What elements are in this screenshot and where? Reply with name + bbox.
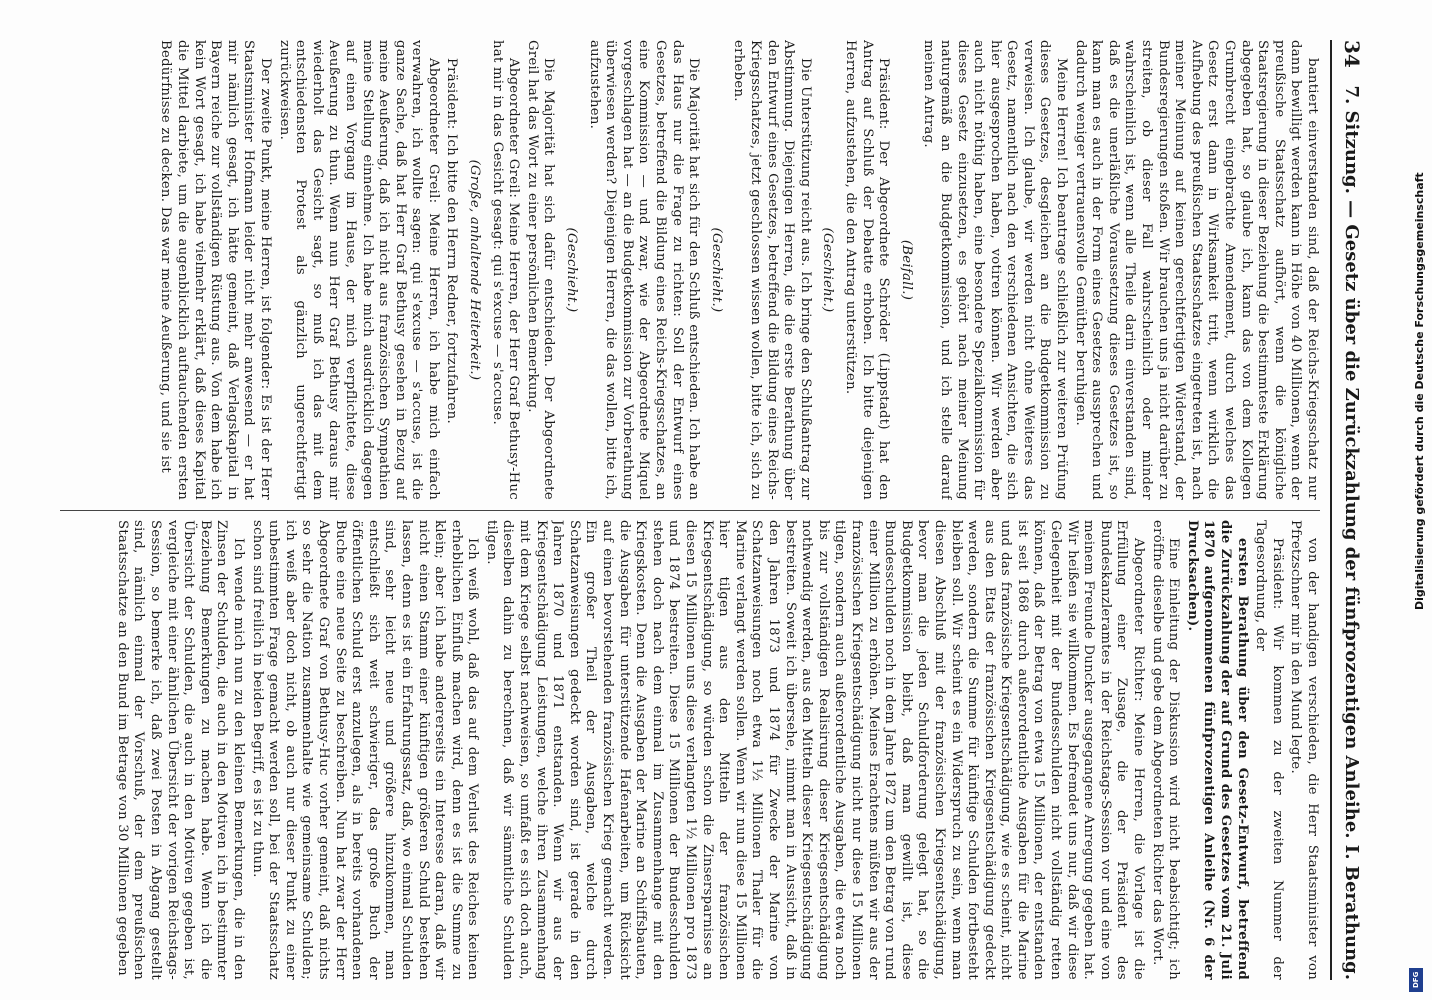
paragraph: Der zweite Punkt, meine Herren, ist folgender: Es ist der Herr Staatsminister Hofmann leider nicht mehr anwesend — er hat mir nämlich gesagt, ich hätte gemeint, daß Verlagskapital in Bayern reiche zur vollständigen Rüstung aus. Von dem habe ich kein Wort gesagt, ich habe vielmehr erklärt, daß dieses Kapital die Mittel darbiete, um die augenblicklich auftauchenden ersten Bedürfnisse zu decken. Das war meine Aeußerung, und sie ist: [158, 40, 273, 500]
paragraph: Eine Einleitung der Diskussion wird nicht beabsichtigt; ich eröffne dieselbe und gebe dem Abgeordneten Richter das Wort.: [1149, 520, 1182, 980]
page-header: [1330, 40, 1372, 980]
paragraph: Präsident: Der Abgeordnete Schröder (Lippstadt) hat den Antrag auf Schluß der Debatte erhoben. Ich bitte diejenigen Herren, aufzustehen, die den Antrag unterstützen.: [842, 40, 892, 500]
rotated-document: [42, 40, 1372, 980]
paragraph: Die Majorität hat sich für den Schluß entschieden. Ich habe an das Haus nur die Frage zu richten: Soll der Entwurf eines Gesetzes, betreffend die Bildung eines Reichs-Kriegsschatzes, an eine Kommission — und zwar, wie der Abgeordnete Miquel vorgeschlagen hat — an die Budgetkommission zur Vorberathung überwiesen werden? Diejenigen Herren, die das wollen, bitte ich, aufzustehen.: [586, 40, 702, 500]
paragraph: Ich weiß wohl, daß das auf dem Verlust des Reiches keinen erheblichen Einfluß machen wird, denn es ist die Summe zu klein; aber ich habe andererseits ein Interesse daran, daß wir nicht einen Stamm einer künftigen größeren Schuld bestehen lassen, denn es ist ein Erfahrungssatz, daß, wo einmal Schulden sind, sehr leicht neue und größere hinzukommen, man entschließt sich weit schwieriger, das große Buch der öffentlichen Schuld erst anzulegen, als in bereits vorhandenen Buche eine neue Seite zu beschreiben. Nun hat zwar der Herr Abgeordnete Graf von Bethusy-Huc vorher gemeint, daß nichts so sehr die Nation zusammenhalte wie gemeinsame Schulden; ich weiß aber doch nicht, ob auch nur dieser Punkt zu einer unbestimmten Frage gemacht werden soll, bei der Staatsschatz schon sind freilich in beiden Begriff, es ist zu thun.: [249, 520, 481, 980]
paragraph: Ich wende mich nun zu den kleinen Bemerkungen, die in den Zinsen der Schulden, die auch in den Motiven ich in bestimmter Beziehung Bemerkungen zu machen habe. Wenn ich die Übersicht der Schulden, die auch in den Motiven gegeben ist, vergleiche mit einer ähnlichen Übersicht der vorigen Reichstags-Session, so bemerke ich, daß zwei Posten in Abgang gestellt sind, nämlich einmal der Vorschuß, der dem preußischen Staatsschatze an den Bund im Betrage von 30 Millionen gegeben: [114, 520, 246, 980]
left-column: [50, 40, 1320, 500]
stage-direction: (Beifall.): [898, 239, 914, 301]
paragraph: Präsident: Ich bitte den Herrn Redner, fortzufahren.: [444, 58, 460, 424]
agenda-heading: ersten Berathung über den Gesetz-Entwurf, betreffend die Zurückzahlung der auf Grund des Gesetzes vom 21. Juli 1870 aufgenommenen fünfprozentigen Anleihe (Nr. 6 der Drucksachen).: [1184, 520, 1250, 980]
paragraph: Abgeordneter Greil: Meine Herren, der Herr Graf Bethusy-Huc hat mir in das Gesicht gesagt: qui s'excuse — s'accuse.: [489, 40, 522, 500]
attribution-note: Digitalisierung gefördert durch die Deutsche Forschungsgemeinschaft: [1413, 172, 1426, 610]
stage-direction: (Geschieht.): [708, 227, 724, 313]
stage-direction: (Geschieht.): [564, 227, 580, 313]
paragraph: Meine Herren! Ich beantrage schließlich zur weiteren Prüfung dieses Gesetzes, desgleichen an die Budgetkommission zu verweisen. Ich glaube, wir werden nicht ohne Weiteres das Gesetz, namentlich nach den verschiedenen Ansichten, die sich hier ausgesprochen haben, votiren können. Wir werden aber auch nicht nöthig haben, eine besondere Spezialkommission für dieses Gesetz einzusetzen, es gehört nach meiner Meinung naturgemäß an die Budgetkommission, und ich stelle darauf meinen Antrag.: [921, 40, 1070, 500]
paragraph: Die Majorität hat sich dafür entschieden. Der Abgeordnete Greil hat das Wort zu einer persönlichen Bemerkung.: [524, 40, 557, 500]
paragraph: Die Unterstützung reicht aus. Ich bringe den Schlußantrag zur Abstimmung. Diejenigen Herren, die die erste Berathung über den Entwurf eines Gesetzes, betreffend die Bildung eines Reichs-Kriegsschatzes, jetzt geschlossen wissen wollen, bitte ich, sich zu erheben.: [731, 40, 813, 500]
running-title: 7. Sitzung. — Gesetz über die Zurückzahlung der fünfprozentigen Anleihe. I. Berathung.: [1341, 85, 1363, 980]
paragraph: von der handigen verschieden, die Herr Staatsminister von Pfretzschner mir in den Mund legte.: [1288, 520, 1320, 980]
paragraph: Abgeordneter Greil: Meine Herren, ich habe mich einfach verwahren, ich wollte sagen: qui s'excuse — s'accuse, ist die ganze Sache, daß hat Herr Graf Bethusy gesehen in Bezug auf meine Aeußerung, daß ich nicht aus französischen Sympathien meine Stellung einnehme. Ich habe mich ausdrücklich dagegen auf einen Vorgang im Hause, der mich verpflichtete, diese Aeußerung zu thun. Wenn nun Herr Graf Bethusy daraus mir wiederholt das Gesicht sagt, so muß ich das mit dem entschiedensten Protest als gänzlich ungerechtfertigt zurückweisen.: [276, 40, 441, 500]
page-number: 34: [1340, 40, 1364, 68]
stage-direction: (Geschieht.): [820, 227, 836, 313]
paragraph: Präsident: Wir kommen zu der zweiten Nummer der Tagesordnung, der: [1253, 520, 1285, 980]
paragraph: Abgeordneter Richter: Meine Herren, die Vorlage ist die Erfüllung einer Zusage, die der Präsident des Bundeskanzleramtes in der Reichstags-Session vor und eine von meinem Freunde Duncker ausgegangene Anregung gegeben hat. Wir heißen sie willkommen. Es befremdet uns nur, daß wir diese Gelegenheit mit der Bundesschulden nicht vollständig retten können, daß der Betrag von etwa 15 Millionen, der entstanden ist seit 1868 durch außerordentliche Ausgaben für die Marine und das französische Kriegsentschädigung, wie es scheint, nicht aus den Etats der französischen Kriegsentschädigung gedeckt werden, sondern die Summe für künftige Schulden fortbesteht bleiben soll. Wir scheint es ein Widerspruch zu sein, wenn man diesen Abschluß mit der französischen Kriegsentschädigung, bevor man die jeden Schuldforderung gelegt hat, so die Budgetkommission bleibt, daß man gewillt ist, diese Bundesschulden noch in dem Jahre 1872 um den Betrag von rund einer Million zu erhöhen. Meines Erachtens müßten wir aus der französischen Kriegsentschädigung nicht nur diese 15 Millionen tilgen, sondern auch außerordentliche Ausgaben, die etwa noch bis zur vollständigen Realisirung dieser Kriegsentschädigung nothwendig werden, aus den Mitteln dieser Kriegsentschädigung bestreiten. Soweit ich übersehe, nimmt man in Aussicht, daß in den Jahren 1873 und 1874 für Zwecke der Marine von Schatzanweisungen noch etwa 1½ Millionen Thaler für die Marine verlangt werden sollen. Wenn wir nun diese 15 Millionen hier tilgen aus den Mitteln der französischen Kriegsentschädigung, so würden schon die Zinsersparnisse an diesen 15 Millionen uns diese verlangten 1½ Millionen pro 1873 und 1874 bestreiten. Diese 15 Millionen der Bundesschulden stehen doch nach dem einmal im Zusammenhange mit den Kriegskosten. Denn die Ausgaben der Marine an Schiffsbauten, die Ausgaben für unterstützende Hafenarbeiten, um Rücksicht auf einen bevorstehenden französischen Krieg gemacht werden. Ein großer Theil der Ausgaben, welche durch Schatzanweisungen gedeckt worden sind, ist gerade in den Jahren 1870 und 1871 entstanden. Wenn wir aus der Kriegsentschädigung Leistungen, welche ihren Zusammenhang mit dem Kriege selbst nachweisen, so umfaßt es sich doch auch, dieselben dahin zu berechnen, daß wir sämmtliche Schulden tilgen.: [483, 520, 1147, 980]
paragraph: bantiert einverstanden sind, daß der Reichs-Kriegsschatz nur dann bewilligt werden kann in Höhe von 40 Millionen, wenn der preußische Staatsschatz aufhört, wenn die königliche Staatsregierung in dieser Beziehung die bestimmteste Erklärung abgegeben hat, so glaube ich, kann das von dem Kollegen Grumbrecht eingebrachte Amendement, durch welches das Gesetz erst dann in Wirksamkeit tritt, wenn wirklich die Aufhebung des preußischen Staatsschatzes eingetreten ist, nach meiner Meinung auf keinen gerechtfertigten Widerstand, der Bundesregierungen stoßen. Wir brauchen uns ja nicht darüber zu streiten, ob dieser Fall wahrscheinlich oder minder wahrscheinlich ist, wenn alle Theile darin einverstanden sind, daß es die unerläßliche Voraussetzung dieses Gesetzes ist, so kann man es auch in der Form eines Gesetzes aussprechen und dadurch weniger vertrauensvolle Gemüther beruhigen.: [1072, 40, 1320, 500]
dfg-logo: DFG: [1409, 968, 1423, 992]
stage-direction: (Große, anhaltende Heiterkeit.): [467, 159, 483, 381]
text-columns: [50, 40, 1320, 980]
right-column: [50, 520, 1320, 980]
